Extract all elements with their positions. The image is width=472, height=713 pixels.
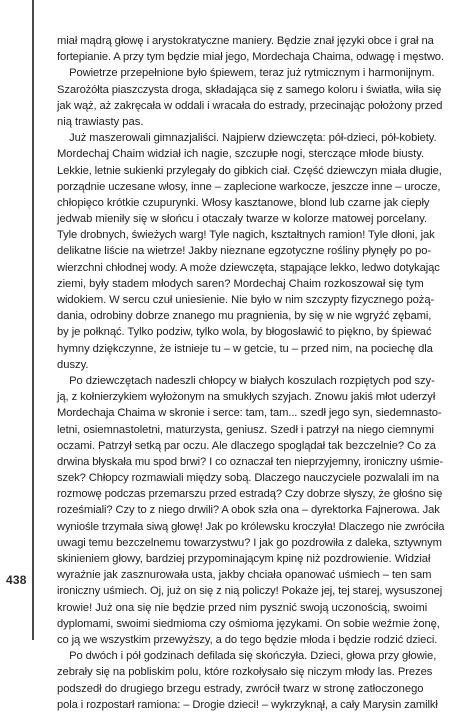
text-line: oczami. Patrzył setką par oczu. Ale dlaczego spoglądał tak bezczelnie? Co za bbox=[57, 439, 436, 452]
text-line: chłopięco krótkie czupurynki. Włosy kasztanowe, blond lub czarne jak ciepły bbox=[57, 196, 430, 209]
text-line: hymny dziękczynne, że istnieje tu – w getcie, tu – przed nim, na pociechę dla bbox=[57, 342, 433, 355]
text-line: Mordechaj Chaim widział ich nagie, szczupłe nogi, sterczące młode biusty. bbox=[57, 148, 425, 161]
text-line: ironiczny uśmiech. Oj, już on się z nią policzy! Pokaże jej, tej starej, wysuszonej bbox=[57, 585, 443, 598]
text-line: Szarożółta piaszczysta droga, składająca się z samego koloru i światła, wiła się bbox=[57, 83, 442, 96]
text-line: zebrały się na pobliskim polu, które rozkołysało się niczym młody las. Prezes bbox=[57, 666, 433, 679]
text-line: skinieniem głowy, bardziej przypominającym kpinę niż pozdrowienie. Widział bbox=[57, 553, 431, 565]
text-line: jedwab mieniły się w słońcu i otaczały twarze w kolorze matowej porcelany. bbox=[57, 213, 428, 226]
text-line: widokiem. W sercu czuł uniesienie. Nie było w nim szczypty fizycznego pożą- bbox=[57, 294, 435, 306]
text-line: Mordechaja Chaima w skronie i serce: tam, tam... szedł jego syn, siedemnasto- bbox=[57, 407, 442, 420]
text-line: ją, z kołnierzykiem wyłożonym na smukłych szyjach. Znowu jakiś młot uderzył bbox=[57, 391, 436, 404]
text-line: delikatne liście na wietrze! Jakby nieznane egzotyczne rośliny płynęły po po- bbox=[57, 245, 432, 258]
text-line: ziemi, były stadem młodych saren? Mordechaj Chaim rozkoszował się tym bbox=[57, 277, 424, 290]
text-line: wyniośle trzymała siwą głowę! Jak po królewsku kroczyła! Dlaczego nie zwróciła bbox=[57, 520, 445, 533]
text-line: Tyle drobnych, świeżych warg! Tyle nagich, kształtnych ramion! Tyle dłoni, jak bbox=[57, 229, 435, 242]
text-line: drwina błyskała mu spod brwi? I co oznaczał ten nieprzyjemny, ironiczny uśmie- bbox=[57, 455, 444, 468]
margin-rule bbox=[32, 0, 34, 640]
text-line: dyplomami, swoimi siedmioma czy ośmioma językami. On sobie weźmie żonę, bbox=[57, 617, 440, 630]
text-line: podszedł do drugiego brzegu estrady, zwrócił twarz w stronę zatłoczonego bbox=[57, 682, 424, 695]
text-line: wyraźnie jak zasznurowała usta, jakby chciała opanować uśmiech – ten sam bbox=[57, 569, 432, 582]
text-line: roześmiali? Czy to z niego drwili? A obok szła ona – dyrektorka Fajnerowa. Jak bbox=[57, 504, 440, 517]
text-line: letni, osiemnastoletni, maturzysta, geniusz. Szedł i patrzył na niego ciemnymi bbox=[57, 423, 434, 436]
text-line: Po dziewczętach nadeszli chłopcy w białych koszulach rozpiętych pod szy- bbox=[57, 374, 435, 387]
text-line: dania, odrobiny dobrze znanego mu pragnienia, by się w nie wgryźć zębami, bbox=[57, 310, 432, 323]
text-line: co ją we wszystkim przewyższy, a do tego będzie młoda i będzie rodzić dzieci. bbox=[57, 633, 438, 646]
body-text bbox=[57, 33, 445, 713]
text-line: krowie! Już ona się nie będzie przed nim pysznić swoją uczonością, swoimi bbox=[57, 601, 428, 614]
text-line: Lekkie, letnie sukienki przylegały do gibkich ciał. Część dziewczyn miała długie, bbox=[57, 164, 442, 177]
text-line: Powietrze przepełnione było śpiewem, teraz już rytmicznym i harmonijnym. bbox=[57, 67, 435, 80]
text-line: miał mądrą głowę i arystokratyczne maniery. Będzie znał języki obce i grał na bbox=[57, 35, 434, 47]
text-line: Już maszerowali gimnazjaliści. Najpierw dziewczęta: pół-dzieci, pół-kobiety. bbox=[57, 132, 437, 145]
page-number: 438 bbox=[6, 573, 27, 587]
text-line: by je połknąć. Tylko podziw, tylko wola, by błogosławić to piękno, by śpiewać bbox=[57, 326, 432, 339]
text-line: rozmowę podczas przemarszu przed estradą? Czy dobrze słyszy, że głośno się bbox=[57, 488, 443, 501]
text-line: szek? Chłopcy rozmawiali między sobą. Dlaczego nauczyciele pozwalali im na bbox=[57, 472, 439, 485]
text-line: nią trawiasty pas. bbox=[57, 115, 144, 128]
text-line: wierzchni chłodnej wody. A może dziewczęta, stąpające lekko, ledwo dotykając bbox=[57, 261, 440, 274]
text-line: Po dwóch i pół godzinach defilada się skończyła. Dzieci, głowa przy głowie, bbox=[57, 650, 437, 663]
text-line: uwagi temu bezczelnemu towarzystwu? I jak go pozdrowiła z daleka, sztywnym bbox=[57, 536, 442, 549]
text-line: fortepianie. A przy tym będzie miał jego, Mordechaja Chaima, odwagę i męstwo. bbox=[57, 51, 444, 64]
text-line: duszy. bbox=[57, 358, 89, 371]
text-line: jak wąż, aż zakręcała w oddali i wracała do estrady, przecinając położony przed bbox=[57, 99, 443, 112]
text-line: pola i rozpostarł ramiona: – Drogie dzieci! – wykrzyknął, a cały Marysin zamilkł bbox=[57, 698, 438, 711]
text-line: porządnie uczesane włosy, inne – zaplecione warkocze, jeszcze inne – urocze, bbox=[57, 180, 441, 193]
